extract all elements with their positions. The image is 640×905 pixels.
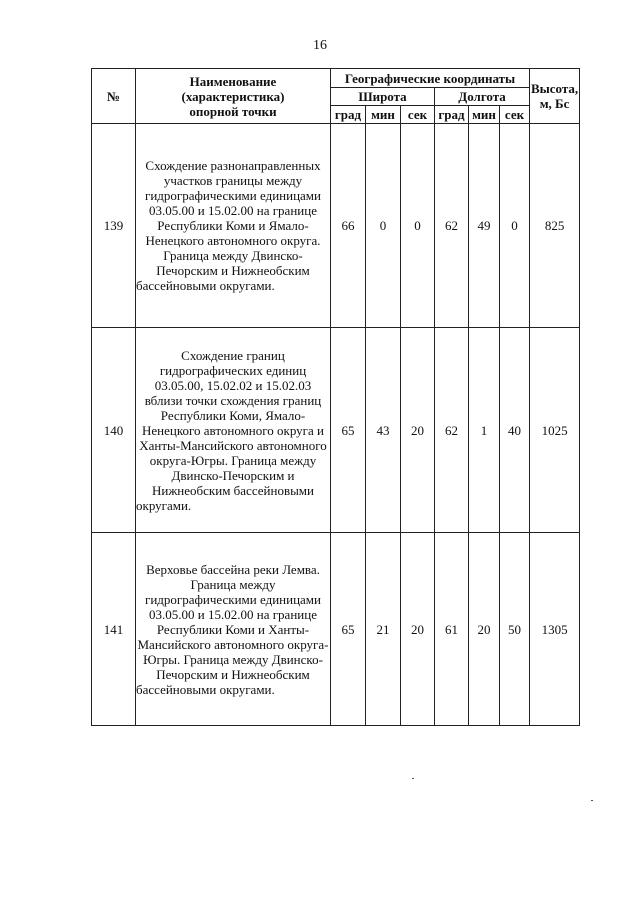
page-number: 16 (313, 38, 327, 53)
header-height (530, 69, 580, 124)
row-description: Схождение границ гидрографических единиц 03.05.00, 15.02.02 и 15.02.03 вблизи точки схождения границ Республики Коми, Ямало-Ненецкого автономного округа и Ханты-Мансийского автономного округа-Югры. Граница между Двинско-Печорским и Нижнеобским бассейновыми округами. (136, 328, 331, 533)
table-row (92, 533, 580, 726)
row-lat-sec: 0 (401, 124, 435, 328)
row-lon-min: 49 (469, 124, 500, 328)
header-name-line3: опорной точки (189, 103, 277, 119)
header-name-line2: (характеристика) (181, 88, 285, 104)
row-lon-sec: 0 (500, 124, 530, 328)
header-lon-min: мин (469, 106, 500, 124)
header-name-line1: Наименование (189, 73, 277, 89)
row-height: 1025 (530, 328, 580, 533)
header-lon-sec: сек (500, 106, 530, 124)
row-lon-sec: 50 (500, 533, 530, 726)
header-lon-deg: град (435, 106, 469, 124)
header-longitude: Долгота (435, 88, 530, 106)
row-number: 139 (92, 124, 136, 328)
row-number: 140 (92, 328, 136, 533)
header-lat-sec: сек (401, 106, 435, 124)
header-lat-deg: град (331, 106, 366, 124)
row-lat-sec: 20 (401, 328, 435, 533)
row-lon-deg: 62 (435, 328, 469, 533)
row-lon-min: 1 (469, 328, 500, 533)
header-lat-min: мин (366, 106, 401, 124)
table-row (92, 328, 580, 533)
row-lon-sec: 40 (500, 328, 530, 533)
row-lat-deg: 66 (331, 124, 366, 328)
row-description: Схождение разнонаправленных участков границы между гидрографическими единицами 03.05.00 и 15.02.00 на границе Республики Коми и Ямало-Ненецкого автономного округа. Граница между Двинско-Печорским и Нижнеобским бассейновыми округами. (136, 124, 331, 328)
scan-speck (412, 778, 414, 779)
row-lon-deg: 62 (435, 124, 469, 328)
header-height-line2: м, Бс (539, 96, 570, 111)
row-lat-min: 0 (366, 124, 401, 328)
header-name (136, 69, 331, 124)
header-geo-coordinates: Географические координаты (331, 69, 530, 88)
row-number: 141 (92, 533, 136, 726)
row-lat-deg: 65 (331, 328, 366, 533)
row-lon-min: 20 (469, 533, 500, 726)
table-row (92, 124, 580, 328)
scan-speck (591, 800, 593, 801)
row-lon-deg: 61 (435, 533, 469, 726)
header-height-line1: Высота, (530, 81, 579, 96)
reference-points-table (91, 68, 580, 726)
row-lat-sec: 20 (401, 533, 435, 726)
row-description: Верховье бассейна реки Лемва. Граница между гидрографическими единицами 03.05.00 и 15.02.00 на границе Республики Коми и Ханты-Мансийского автономного округа-Югры. Граница между Двинско-Печорским и Нижнеобским бассейновыми округами. (136, 533, 331, 726)
row-height: 1305 (530, 533, 580, 726)
row-height: 825 (530, 124, 580, 328)
row-lat-min: 43 (366, 328, 401, 533)
header-number: № (92, 69, 136, 124)
row-lat-deg: 65 (331, 533, 366, 726)
row-lat-min: 21 (366, 533, 401, 726)
header-latitude: Широта (331, 88, 435, 106)
